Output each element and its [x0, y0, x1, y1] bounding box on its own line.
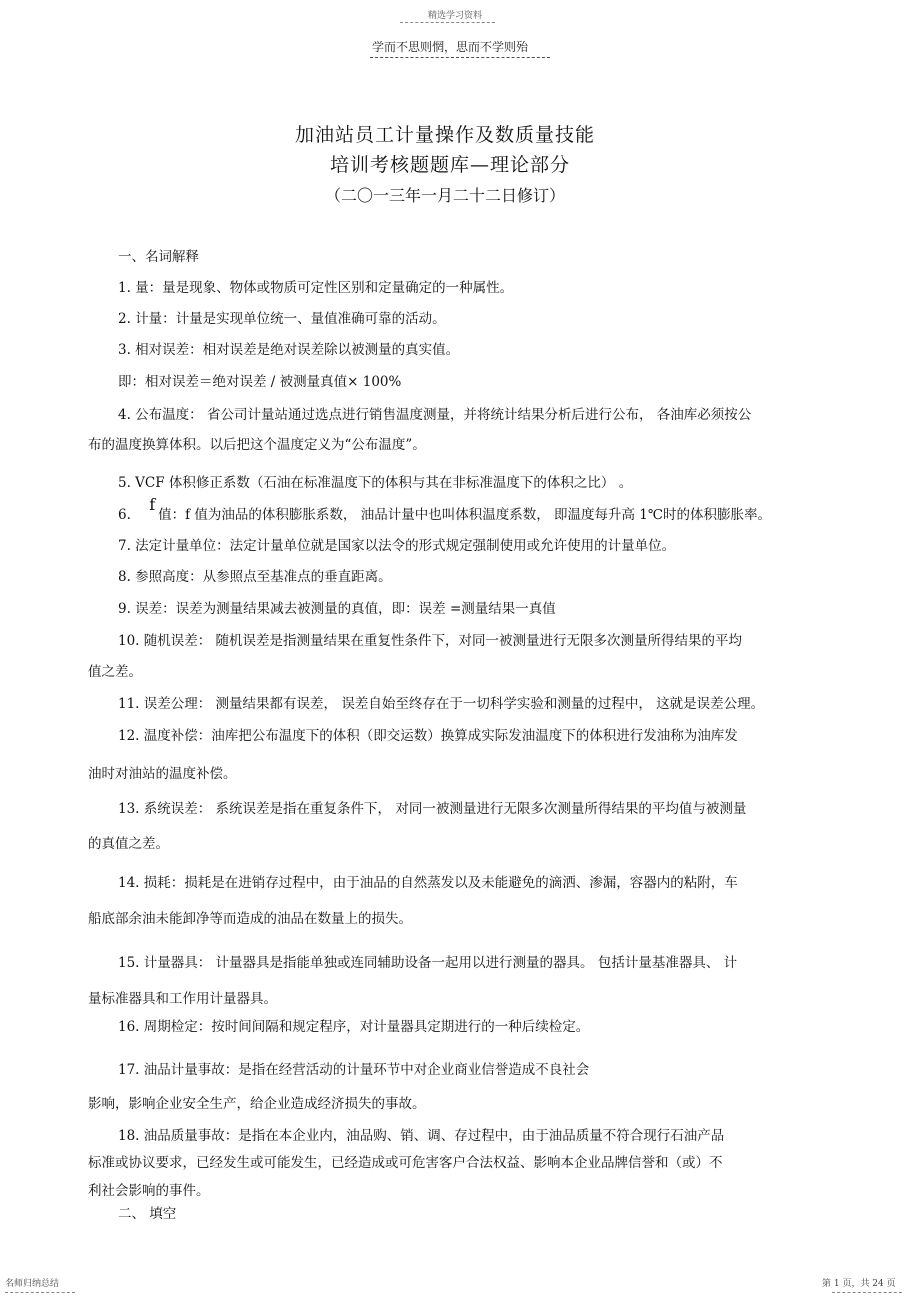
list-item: 10. 随机误差： 随机误差是指测量结果在重复性条件下，对同一被测量进行无限多次测量所得结果的平均 [118, 633, 743, 649]
list-item: 2. 计量：计量是实现单位统一、量值准确可靠的活动。 [118, 311, 446, 327]
list-item-continuation: 船底部余油未能卸净等而造成的油品在数量上的损失。 [88, 911, 412, 927]
list-item-continuation: 值之差。 [88, 664, 142, 680]
list-item-continuation: 油时对油站的温度补偿。 [88, 766, 237, 782]
footer-divider [832, 1292, 902, 1293]
list-item: 15. 计量器具： 计量器具是指能单独或连同辅助设备一起用以进行测量的器具。 包括计量基准器具、 计 [118, 955, 738, 971]
page-number: 第 1 页，共 24 页 [822, 1279, 896, 1289]
motto: 学而不思则惘，思而不学则殆 [372, 40, 529, 54]
motto-underline [370, 57, 550, 58]
list-item: 8. 参照高度：从参照点至基准点的垂直距离。 [118, 569, 392, 585]
list-item: 11. 误差公理： 测量结果都有误差， 误差自始至终存在于一切科学实验和测量的过程中， 这就是误差公理。 [118, 696, 765, 712]
list-item-continuation: 量标准器具和工作用计量器具。 [88, 991, 277, 1007]
footer-left: 名师归纳总结 [5, 1279, 60, 1289]
list-item: 7. 法定计量单位：法定计量单位就是国家以法令的形式规定强制使用或允许使用的计量单位。 [118, 538, 676, 554]
list-item: 5. VCF 体积修正系数（石油在标准温度下的体积与其在非标准温度下的体积之比） 。 [118, 475, 633, 491]
list-item-continuation: 标准或协议要求，已经发生或可能发生，已经造成或可危害客户合法权益、影响本企业品牌信誉和（或）不 [88, 1155, 723, 1171]
list-item: 14. 损耗：损耗是在进销存过程中，由于油品的自然蒸发以及未能避免的滴洒、渗漏，容器内的粘附，车 [118, 875, 738, 891]
list-item-continuation: 布的温度换算体积。以后把这个温度定义为“公布温度”。 [88, 437, 426, 453]
list-item: 16. 周期检定：按时间间隔和规定程序，对计量器具定期进行的一种后续检定。 [118, 1019, 590, 1035]
list-item-continuation: 影响，影响企业安全生产，给企业造成经济损失的事故。 [88, 1096, 426, 1112]
list-item: 17. 油品计量事故：是指在经营活动的计量环节中对企业商业信誉造成不良社会 [118, 1062, 590, 1078]
section-heading: 一、名词解释 [118, 249, 199, 265]
section-heading: 二、 填空 [118, 1206, 177, 1222]
list-item-number: 6. [118, 507, 131, 523]
list-item: 9. 误差：误差为测量结果减去被测量的真值，即：误差 =测量结果一真值 [118, 601, 556, 617]
f-symbol: f [149, 495, 156, 514]
list-item: 1. 量：量是现象、物体或物质可定性区别和定量确定的一种属性。 [118, 280, 514, 296]
list-item [118, 495, 771, 523]
page-title-line1: 加油站员工计量操作及数质量技能 [295, 124, 596, 146]
list-item-continuation: 利社会影响的事件。 [88, 1183, 210, 1199]
page-title-line2: 培训考核题题库—理论部分 [330, 154, 571, 176]
header-divider [400, 22, 495, 23]
header-label: 精选学习资料 [428, 11, 483, 21]
list-item: 13. 系统误差： 系统误差是指在重复条件下， 对同一被测量进行无限多次测量所得结果的平均值与被测量 [118, 801, 747, 817]
list-item: 4. 公布温度： 省公司计量站通过选点进行销售温度测量，并将统计结果分析后进行公布， 各油库必须按公 [118, 407, 752, 423]
page-subtitle: （二〇一三年一月二十二日修订） [325, 186, 566, 205]
list-item-continuation: 的真值之差。 [88, 836, 169, 852]
list-item: 3. 相对误差：相对误差是绝对误差除以被测量的真实值。 [118, 342, 460, 358]
list-item: 12. 温度补偿：油库把公布温度下的体积（即交运数）换算成实际发油温度下的体积进行发油称为油库发 [118, 728, 738, 744]
list-item: 即：相对误差＝绝对误差 / 被测量真值× 100% [118, 374, 402, 390]
list-item-text: 值：f 值为油品的体积膨胀系数， 油品计量中也叫体积温度系数， 即温度每升高 1℃时的体积膨胀率。 [158, 507, 771, 523]
list-item: 18. 油品质量事故：是指在本企业内，油品购、销、调、存过程中，由于油品质量不符合现行石油产品 [118, 1128, 725, 1144]
footer-divider [5, 1292, 75, 1293]
